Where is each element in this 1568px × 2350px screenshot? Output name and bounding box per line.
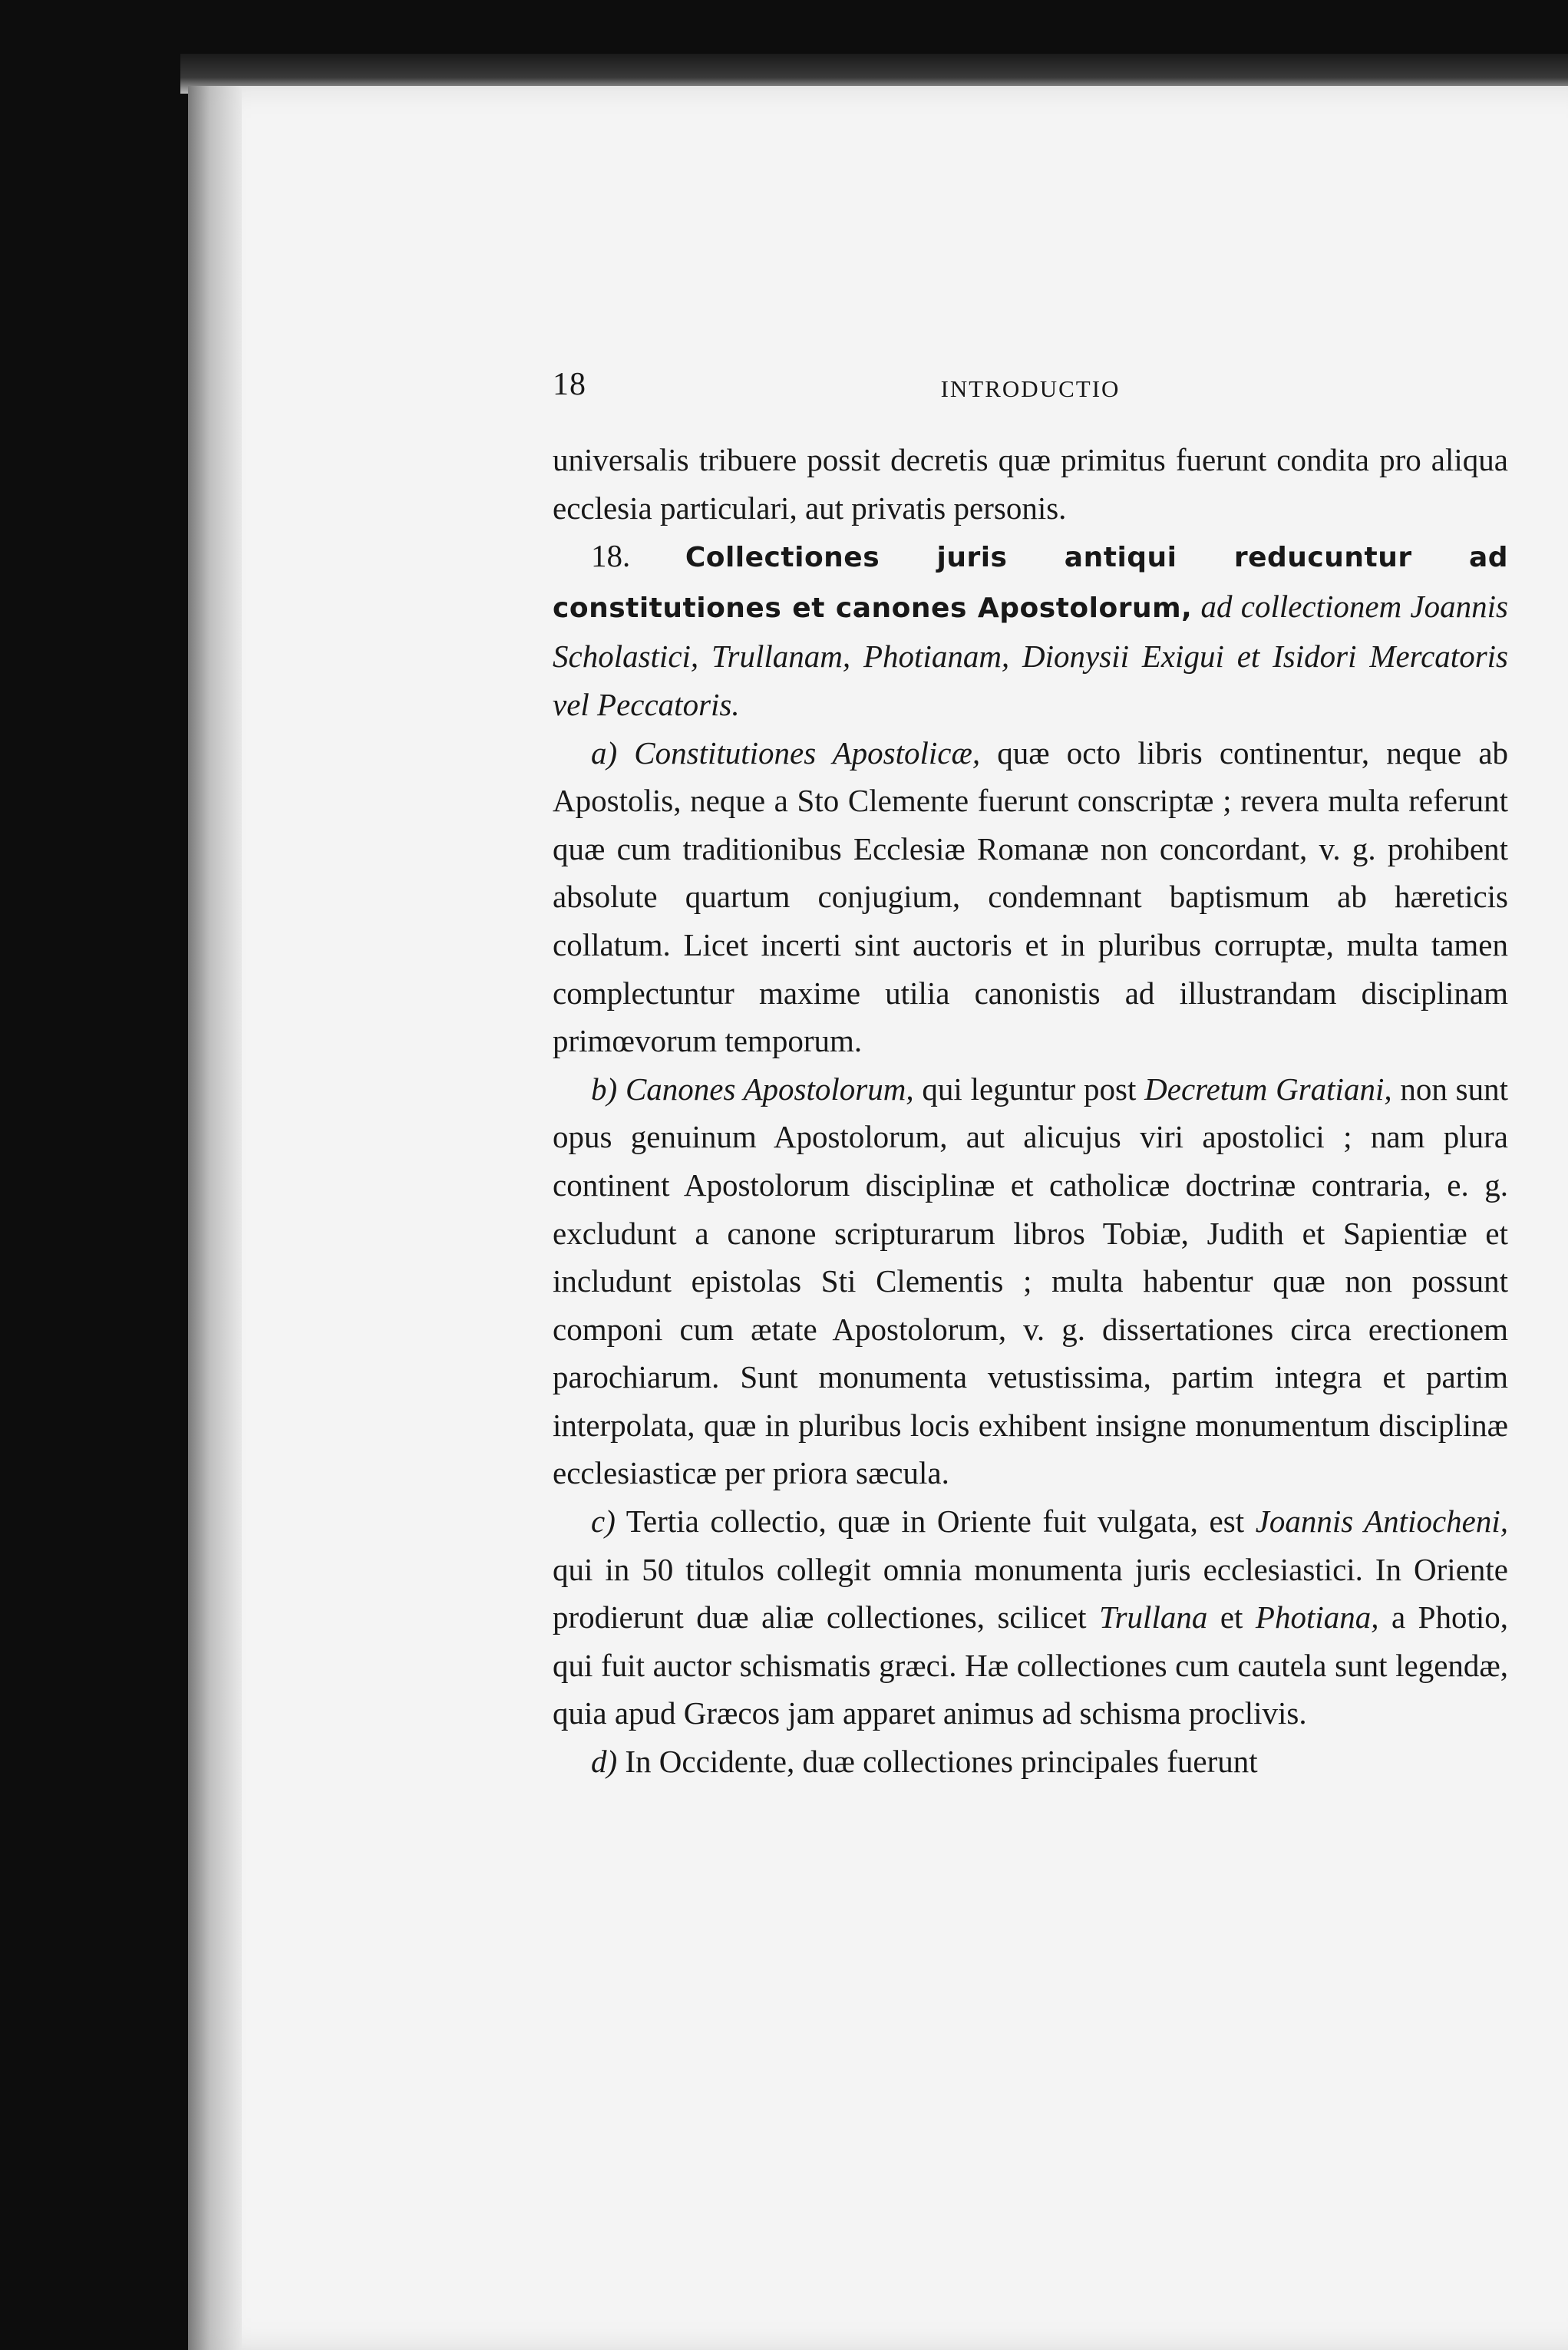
item-a-title: Constitutiones Apostolicæ, (634, 734, 981, 771)
page-gutter (188, 86, 242, 2350)
section-18 (553, 532, 1508, 728)
item-c-text-2: qui in 50 titulos collegit omnia monumenta juris ecclesiastici. In Oriente prodierunt duæ aliæ collectiones, scilicet (553, 1551, 1508, 1635)
section-heading: Collectiones juris antiqui reducuntur ad constitutiones et canones Apostolorum, (553, 542, 1509, 624)
item-d-mark: d) (591, 1744, 618, 1780)
section-heading-rest: ad collectionem Joannis Scholastici, Trullanam, Photianam, Dionysii Exigui et Isidori Mercatoris vel Peccatoris. (553, 588, 1508, 722)
item-b-text-2: non sunt opus genuinum Apostolorum, aut alicujus viri apostolici ; nam plura continent Apostolorum disciplinæ et catholicæ doctrinæ contraria, e. g. excludunt a canone scripturarum libros Tobiæ, Judith et Sapientiæ et includunt epistolas Sti Clementis ; multa habentur quæ non possunt componi cum ætate Apostolorum, v. g. dissertationes circa erectionem parochiarum. Sunt monumenta vetustissima, partim integra et partim interpolata, quæ in pluribus locis exhibent insigne monumentum disciplinæ ecclesiasticæ per priora sæcula. (553, 1071, 1509, 1491)
item-c-et: et (1220, 1599, 1243, 1635)
section-number: 18. (591, 538, 631, 574)
item-b-reference: Decretum Gratiani, (1144, 1071, 1392, 1107)
item-b (553, 1065, 1508, 1497)
item-c-trullana: Trullana (1099, 1599, 1208, 1635)
paragraph-text: universalis tribuere possit decretis quæ primitus fuerunt condita pro aliqua ecclesia particulari, aut privatis personis. (553, 442, 1508, 526)
item-a-text: quæ octo libris continentur, neque ab Apostolis, neque a Sto Clemente fuerunt conscriptæ ; revera multa referunt quæ cum traditionibus Ecclesiæ Romanæ non concordant, v. g. prohibent absolute quartum conjugium, condemnant baptismum ab hæreticis collatum. Licet incerti sint auctoris et in pluribus corruptæ, multa tamen complectuntur maxime utilia canonistis ad illustrandam disciplinam primœvorum temporum. (553, 734, 1509, 1059)
page-text-block (553, 361, 1508, 1786)
item-c-photiana: Photiana, (1255, 1599, 1379, 1635)
item-c-text-3: a Photio, qui fuit auctor schismatis græci. Hæ collectiones cum cautela sunt legendæ, quia apud Græcos jam apparet animus ad schisma proclivis. (553, 1599, 1508, 1731)
item-c-text-1: Tertia collectio, quæ in Oriente fuit vulgata, est (626, 1503, 1245, 1540)
page-number: 18 (553, 367, 586, 402)
item-a (553, 729, 1508, 1065)
item-c-name: Joannis Antiocheni, (1255, 1503, 1509, 1540)
item-d (553, 1738, 1508, 1786)
item-a-mark: a) (591, 734, 618, 771)
running-head: INTRODUCTIO (940, 375, 1121, 402)
item-b-mark: b) (591, 1071, 618, 1107)
page-header (553, 361, 1508, 407)
item-c-mark: c) (591, 1503, 616, 1540)
paragraph-continued (553, 436, 1508, 532)
item-b-title: Canones Apostolorum, (625, 1071, 914, 1107)
item-b-text-1: qui leguntur post (922, 1071, 1137, 1107)
item-c (553, 1497, 1508, 1738)
item-d-text: In Occidente, duæ collectiones principales fuerunt (625, 1744, 1258, 1780)
